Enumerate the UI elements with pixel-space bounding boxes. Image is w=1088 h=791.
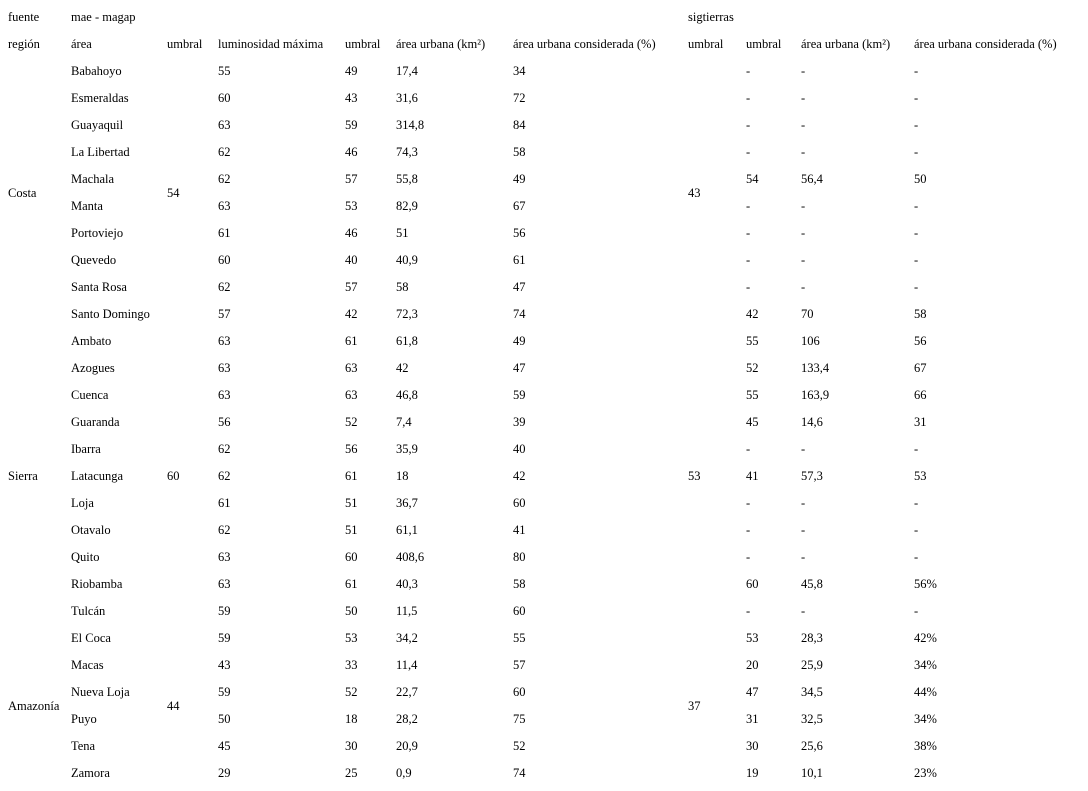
- mae-umbral: 49: [345, 64, 358, 78]
- sig-area-urbana: 10,1: [801, 766, 823, 780]
- mae-area-urbana: 40,9: [396, 253, 418, 267]
- header-row-source: [4, 4, 1078, 31]
- area-header: área: [71, 37, 92, 51]
- sig-area-urbana-considerada: -: [914, 145, 919, 159]
- mae-umbral: 30: [345, 739, 358, 753]
- sig-umbral: 30: [746, 739, 759, 753]
- mae-region-umbral: 44: [167, 698, 180, 713]
- mae-area-urbana: 11,4: [396, 658, 418, 672]
- area-name: Riobamba: [71, 577, 123, 591]
- sig-area-urbana: 45,8: [801, 577, 823, 591]
- sig-umbral: 53: [746, 631, 759, 645]
- sig-area-urbana: -: [801, 280, 806, 294]
- mae-region-umbral: 54: [167, 185, 180, 200]
- sig-area-urbana-considerada: 42%: [914, 631, 937, 645]
- mae-area-urbana: 408,6: [396, 550, 425, 564]
- data-table: [4, 4, 1078, 787]
- sig-area-urbana-considerada: 44%: [914, 685, 937, 699]
- sig-umbral: 41: [746, 469, 759, 483]
- sig-umbral: 42: [746, 307, 759, 321]
- mae-area-urbana-considerada: 67: [513, 199, 526, 213]
- mae-area-urbana-considerada: 58: [513, 145, 526, 159]
- mae-umbral: 52: [345, 415, 358, 429]
- luminosidad-maxima: 59: [218, 685, 231, 699]
- area-name: Ibarra: [71, 442, 101, 456]
- mae-umbral-header: umbral: [345, 37, 381, 51]
- mae-umbral: 33: [345, 658, 358, 672]
- sig-umbral: -: [746, 550, 751, 564]
- area-name: Babahoyo: [71, 64, 122, 78]
- sig-area-urbana: -: [801, 64, 806, 78]
- mae-umbral: 43: [345, 91, 358, 105]
- sig-umbral: -: [746, 253, 751, 267]
- sig-umbral: 31: [746, 712, 759, 726]
- mae-area-urbana-considerada: 61: [513, 253, 526, 267]
- luminosidad-maxima: 56: [218, 415, 231, 429]
- area-name: Quevedo: [71, 253, 117, 267]
- sig-area-urbana: -: [801, 91, 806, 105]
- mae-umbral: 52: [345, 685, 358, 699]
- mae-area-urbana: 72,3: [396, 307, 418, 321]
- area-name: Latacunga: [71, 469, 124, 483]
- sig-area-urbana-considerada: 34%: [914, 712, 937, 726]
- luminosidad-maxima: 60: [218, 253, 231, 267]
- table-row: [4, 58, 1078, 85]
- mae-area-urbana-considerada: 59: [513, 388, 526, 402]
- sig-area-urbana: -: [801, 496, 806, 510]
- mae-umbral: 53: [345, 631, 358, 645]
- sig-umbral: -: [746, 523, 751, 537]
- sig-area-urbana: 133,4: [801, 361, 830, 375]
- area-name: Macas: [71, 658, 104, 672]
- sig-umbral: -: [746, 199, 751, 213]
- mae-area-urbana: 74,3: [396, 145, 418, 159]
- luminosidad-maxima: 62: [218, 469, 231, 483]
- sig-area-urbana-considerada: 67: [914, 361, 927, 375]
- sig-area-urbana: 32,5: [801, 712, 823, 726]
- sig-area-urbana: -: [801, 199, 806, 213]
- mae-area-urbana: 11,5: [396, 604, 418, 618]
- mae-area-urbana: 35,9: [396, 442, 418, 456]
- sig-area-urbana: 14,6: [801, 415, 823, 429]
- mae-area-urbana: 18: [396, 469, 409, 483]
- sig-area-urbana: 34,5: [801, 685, 823, 699]
- sig-area-urbana-considerada: 56: [914, 334, 927, 348]
- mae-area-urbana-considerada: 47: [513, 280, 526, 294]
- sig-umbral: 19: [746, 766, 759, 780]
- mae-area-urbana-considerada: 34: [513, 64, 526, 78]
- mae-area-urbana-considerada: 60: [513, 685, 526, 699]
- sig-umbral: 52: [746, 361, 759, 375]
- sig-umbral: -: [746, 64, 751, 78]
- area-name: Quito: [71, 550, 100, 564]
- sig-area-urbana-considerada: 38%: [914, 739, 937, 753]
- sig-area-urbana-considerada: -: [914, 496, 919, 510]
- mae-area-urbana-considerada: 75: [513, 712, 526, 726]
- mae-umbral: 61: [345, 334, 358, 348]
- mae-area-urbana-considerada: 58: [513, 577, 526, 591]
- region-header: región: [8, 37, 40, 51]
- mae-area-urbana-header: área urbana (km²): [396, 37, 486, 51]
- sig-umbral: -: [746, 145, 751, 159]
- mae-umbral: 60: [345, 550, 358, 564]
- area-name: Cuenca: [71, 388, 109, 402]
- mae-area-urbana-considerada: 40: [513, 442, 526, 456]
- sig-area-urbana-considerada: -: [914, 253, 919, 267]
- luminosidad-maxima: 61: [218, 226, 231, 240]
- mae-area-urbana-considerada: 49: [513, 334, 526, 348]
- sig-area-urbana: -: [801, 145, 806, 159]
- sig-area-urbana: 28,3: [801, 631, 823, 645]
- mae-area-urbana: 36,7: [396, 496, 418, 510]
- sig-area-urbana: -: [801, 253, 806, 267]
- sig-area-urbana-considerada: 66: [914, 388, 927, 402]
- mae-umbral: 63: [345, 388, 358, 402]
- mae-umbral: 46: [345, 226, 358, 240]
- sig-umbral: -: [746, 118, 751, 132]
- sig-area-urbana: -: [801, 550, 806, 564]
- region-name: Sierra: [8, 469, 38, 483]
- mae-area-urbana: 20,9: [396, 739, 418, 753]
- area-name: Tulcán: [71, 604, 106, 618]
- sig-area-urbana-considerada: 34%: [914, 658, 937, 672]
- mae-area-urbana-considerada: 55: [513, 631, 526, 645]
- mae-umbral: 50: [345, 604, 358, 618]
- sig-region-umbral: 37: [688, 698, 701, 713]
- mae-umbral: 57: [345, 172, 358, 186]
- area-name: Ambato: [71, 334, 112, 348]
- mae-region-umbral: 60: [167, 469, 180, 483]
- mae-area-urbana: 7,4: [396, 415, 412, 429]
- mae-area-urbana-considerada: 84: [513, 118, 526, 132]
- sig-area-urbana-considerada: 31: [914, 415, 927, 429]
- table-body: [4, 4, 1078, 787]
- mae-area-urbana-considerada: 56: [513, 226, 526, 240]
- table-row: [4, 625, 1078, 652]
- sig-area-urbana: 163,9: [801, 388, 830, 402]
- sig-area-urbana-considerada: -: [914, 280, 919, 294]
- mae-area-urbana: 22,7: [396, 685, 418, 699]
- area-name: Santo Domingo: [71, 307, 150, 321]
- mae-area-urbana: 46,8: [396, 388, 418, 402]
- luminosidad-maxima: 29: [218, 766, 231, 780]
- area-name: Santa Rosa: [71, 280, 127, 294]
- mae-area-urbana-considerada: 74: [513, 766, 526, 780]
- luminosidad-maxima: 63: [218, 361, 231, 375]
- mae-area-urbana: 61,8: [396, 334, 418, 348]
- area-name: Nueva Loja: [71, 685, 130, 699]
- mae-umbral: 56: [345, 442, 358, 456]
- mae-area-urbana: 0,9: [396, 766, 412, 780]
- sig-umbral: 20: [746, 658, 759, 672]
- sig-umbral: 60: [746, 577, 759, 591]
- luminosidad-maxima: 59: [218, 604, 231, 618]
- luminosidad-maxima: 60: [218, 91, 231, 105]
- sig-area-urbana-considerada: -: [914, 91, 919, 105]
- sig-area-urbana: 56,4: [801, 172, 823, 186]
- mae-umbral: 42: [345, 307, 358, 321]
- region-name: Costa: [8, 185, 37, 200]
- sig-umbral: -: [746, 280, 751, 294]
- sigtierras-header: sigtierras: [688, 10, 734, 24]
- sig-area-urbana-considerada: 58: [914, 307, 927, 321]
- sig-area-urbana-considerada: -: [914, 64, 919, 78]
- mae-umbral: 57: [345, 280, 358, 294]
- luminosidad-maxima: 61: [218, 496, 231, 510]
- sig-umbral-header: umbral: [746, 37, 782, 51]
- mae-area-urbana: 82,9: [396, 199, 418, 213]
- luminosidad-maxima: 62: [218, 172, 231, 186]
- fuente-header: fuente: [8, 10, 40, 24]
- sig-area-urbana-considerada: -: [914, 604, 919, 618]
- mae-area-urbana: 31,6: [396, 91, 418, 105]
- mae-area-urbana-considerada: 49: [513, 172, 526, 186]
- mae-umbral: 51: [345, 523, 358, 537]
- luminosidad-maxima: 63: [218, 334, 231, 348]
- sig-region-umbral: 53: [688, 469, 701, 483]
- region-name: Amazonía: [8, 698, 60, 713]
- sig-umbral: -: [746, 496, 751, 510]
- mae-umbral: 51: [345, 496, 358, 510]
- area-name: La Libertad: [71, 145, 130, 159]
- sig-area-urbana: 25,6: [801, 739, 823, 753]
- sig-umbral: 45: [746, 415, 759, 429]
- sig-umbral: -: [746, 91, 751, 105]
- luminosidad-maxima: 57: [218, 307, 231, 321]
- sig-area-urbana: -: [801, 523, 806, 537]
- mae-area-urbana: 40,3: [396, 577, 418, 591]
- header-row-columns: [4, 31, 1078, 58]
- area-name: Guaranda: [71, 415, 120, 429]
- mae-umbral: 46: [345, 145, 358, 159]
- mae-area-urbana-considerada: 60: [513, 604, 526, 618]
- luminosidad-maxima: 63: [218, 550, 231, 564]
- mae-area-urbana-considerada: 47: [513, 361, 526, 375]
- sig-area-urbana: -: [801, 604, 806, 618]
- sig-area-urbana-considerada: -: [914, 523, 919, 537]
- mae-area-urbana: 28,2: [396, 712, 418, 726]
- area-name: Azogues: [71, 361, 115, 375]
- mae-region-umbral-header: umbral: [167, 37, 203, 51]
- mae-umbral: 61: [345, 577, 358, 591]
- luminosidad-maxima: 62: [218, 145, 231, 159]
- area-name: El Coca: [71, 631, 111, 645]
- sig-area-urbana-considerada: 53: [914, 469, 927, 483]
- sig-area-urbana-considerada: -: [914, 442, 919, 456]
- sig-area-urbana-header: área urbana (km²): [801, 37, 891, 51]
- mae-area-urbana-considerada: 39: [513, 415, 526, 429]
- mae-area-urbana-considerada: 41: [513, 523, 526, 537]
- mae-umbral: 63: [345, 361, 358, 375]
- sig-region-umbral: 43: [688, 185, 701, 200]
- sig-umbral: 54: [746, 172, 759, 186]
- sig-umbral: 55: [746, 334, 759, 348]
- mae-area-urbana: 58: [396, 280, 409, 294]
- sig-region-umbral-header: umbral: [688, 37, 724, 51]
- area-name: Loja: [71, 496, 94, 510]
- sig-area-urbana-considerada: -: [914, 550, 919, 564]
- sig-area-urbana-considerada: -: [914, 118, 919, 132]
- luminosidad-maxima: 63: [218, 577, 231, 591]
- luminosidad-maxima: 63: [218, 388, 231, 402]
- mae-area-urbana-considerada: 72: [513, 91, 526, 105]
- area-name: Portoviejo: [71, 226, 124, 240]
- sig-area-urbana-considerada-header: área urbana considerada (%): [914, 37, 1057, 51]
- mae-area-urbana: 17,4: [396, 64, 418, 78]
- mae-magap-header: mae - magap: [71, 10, 136, 24]
- mae-area-urbana: 34,2: [396, 631, 418, 645]
- sig-area-urbana-considerada: 50: [914, 172, 927, 186]
- sig-area-urbana: 70: [801, 307, 814, 321]
- sig-area-urbana: 57,3: [801, 469, 823, 483]
- sig-umbral: -: [746, 226, 751, 240]
- sig-area-urbana: 106: [801, 334, 820, 348]
- mae-umbral: 61: [345, 469, 358, 483]
- sig-umbral: 55: [746, 388, 759, 402]
- mae-area-urbana-considerada: 80: [513, 550, 526, 564]
- sig-area-urbana-considerada: -: [914, 226, 919, 240]
- mae-area-urbana-considerada: 57: [513, 658, 526, 672]
- luminosidad-maxima: 45: [218, 739, 231, 753]
- luminosidad-maxima: 62: [218, 280, 231, 294]
- mae-umbral: 40: [345, 253, 358, 267]
- mae-umbral: 53: [345, 199, 358, 213]
- luminosidad-maxima: 63: [218, 118, 231, 132]
- luminosidad-maxima: 59: [218, 631, 231, 645]
- area-name: Puyo: [71, 712, 97, 726]
- mae-area-urbana-considerada: 74: [513, 307, 526, 321]
- mae-area-urbana: 55,8: [396, 172, 418, 186]
- sig-area-urbana-considerada: -: [914, 199, 919, 213]
- mae-area-urbana: 61,1: [396, 523, 418, 537]
- luminosidad-maxima: 55: [218, 64, 231, 78]
- area-name: Zamora: [71, 766, 110, 780]
- area-name: Esmeraldas: [71, 91, 129, 105]
- sig-area-urbana: -: [801, 442, 806, 456]
- luminosidad-maxima: 62: [218, 523, 231, 537]
- luminosidad-maxima: 63: [218, 199, 231, 213]
- area-name: Machala: [71, 172, 115, 186]
- luminosidad-maxima-header: luminosidad máxima: [218, 37, 324, 51]
- mae-area-urbana-considerada: 52: [513, 739, 526, 753]
- area-name: Manta: [71, 199, 103, 213]
- mae-area-urbana: 314,8: [396, 118, 425, 132]
- luminosidad-maxima: 62: [218, 442, 231, 456]
- area-name: Tena: [71, 739, 96, 753]
- mae-area-urbana: 42: [396, 361, 409, 375]
- mae-area-urbana-considerada-header: área urbana considerada (%): [513, 37, 656, 51]
- sig-umbral: 47: [746, 685, 759, 699]
- sig-area-urbana-considerada: 23%: [914, 766, 937, 780]
- sig-area-urbana: -: [801, 118, 806, 132]
- table-row: [4, 328, 1078, 355]
- sig-area-urbana: 25,9: [801, 658, 823, 672]
- mae-area-urbana-considerada: 42: [513, 469, 526, 483]
- sig-umbral: -: [746, 442, 751, 456]
- sig-area-urbana: -: [801, 226, 806, 240]
- mae-umbral: 18: [345, 712, 358, 726]
- mae-umbral: 25: [345, 766, 358, 780]
- luminosidad-maxima: 50: [218, 712, 231, 726]
- mae-umbral: 59: [345, 118, 358, 132]
- sig-umbral: -: [746, 604, 751, 618]
- mae-area-urbana: 51: [396, 226, 409, 240]
- sig-area-urbana-considerada: 56%: [914, 577, 937, 591]
- mae-area-urbana-considerada: 60: [513, 496, 526, 510]
- luminosidad-maxima: 43: [218, 658, 231, 672]
- area-name: Otavalo: [71, 523, 111, 537]
- area-name: Guayaquil: [71, 118, 124, 132]
